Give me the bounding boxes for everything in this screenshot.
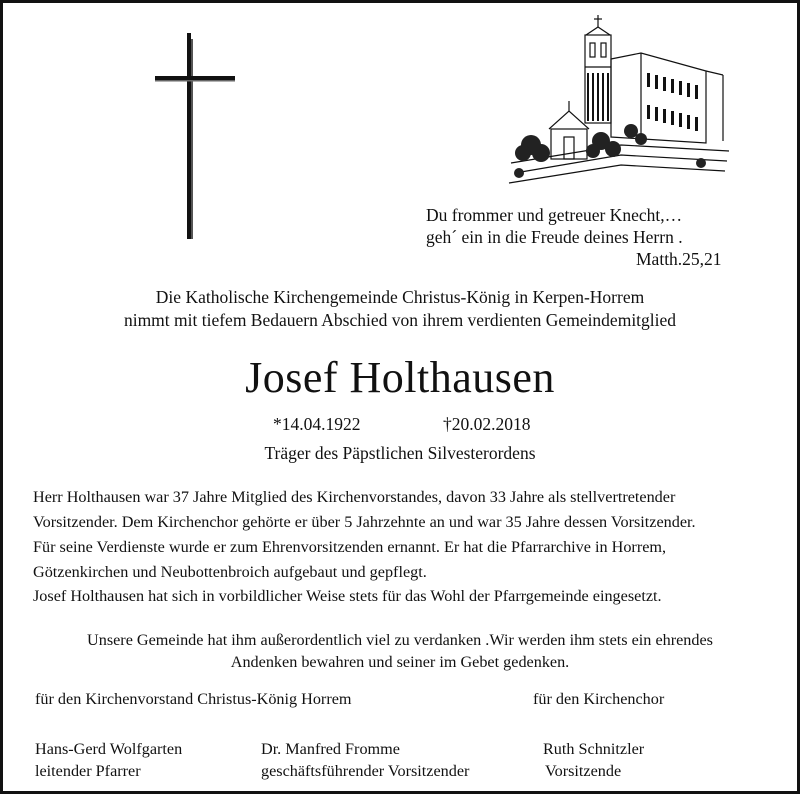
signatory-role: geschäftsführender Vorsitzender: [261, 762, 470, 780]
bible-verse-reference: Matth.25,21: [636, 249, 722, 269]
body-line: Josef Holthausen hat sich in vorbildlicher Weise stets für das Wohl der Pfarrgemeinde eingesetzt.: [33, 587, 662, 605]
body-line: Herr Holthausen war 37 Jahre Mitglied des Kirchenvorstandes, davon 33 Jahre als stellvertretender: [33, 488, 676, 506]
church-illustration: [501, 13, 733, 195]
bible-verse-line-1: Du frommer und getreuer Knecht,…: [426, 205, 683, 225]
honor-line: Träger des Päpstlichen Silvesterordens: [264, 443, 536, 463]
thanks-line-1: Unsere Gemeinde hat ihm außerordentlich viel zu verdanken .Wir werden ihm stets ein ehrendes: [87, 631, 713, 649]
signatory-role: leitender Pfarrer: [35, 762, 141, 780]
signatory-role: Vorsitzende: [545, 762, 622, 780]
birth-date: *14.04.1922: [273, 414, 361, 434]
body-line: Vorsitzender. Dem Kirchenchor gehörte er über 5 Jahrzehnte an und war 35 Jahre dessen Vorsitzender.: [33, 513, 696, 531]
body-line: Götzenkirchen und Neubottenbroich aufgebaut und gepflegt.: [33, 563, 427, 581]
signatory-name: Ruth Schnitzler: [543, 740, 645, 758]
signatory-name: Dr. Manfred Fromme: [261, 740, 400, 758]
intro-line-1: Die Katholische Kirchengemeinde Christus-König in Kerpen-Horrem: [155, 287, 645, 307]
intro-line-2: nimmt mit tiefem Bedauern Abschied von ihrem verdienten Gemeindemitglied: [123, 310, 677, 330]
latin-cross-icon: [155, 33, 235, 239]
signatory-name: Hans-Gerd Wolfgarten: [35, 740, 183, 758]
death-date: †20.02.2018: [443, 414, 531, 434]
deceased-name: Josef Holthausen: [245, 353, 555, 402]
thanks-line-2: Andenken bewahren und seiner im Gebet gedenken.: [230, 653, 570, 671]
bible-verse-line-2: geh´ ein in die Freude deines Herrn .: [426, 227, 683, 247]
signature-group-church-board: für den Kirchenvorstand Christus-König Horrem: [35, 690, 352, 708]
signature-group-choir: für den Kirchenchor: [533, 690, 665, 708]
body-line: Für seine Verdienste wurde er zum Ehrenvorsitzenden ernannt. Er hat die Pfarrarchive in Horrem,: [33, 538, 667, 556]
